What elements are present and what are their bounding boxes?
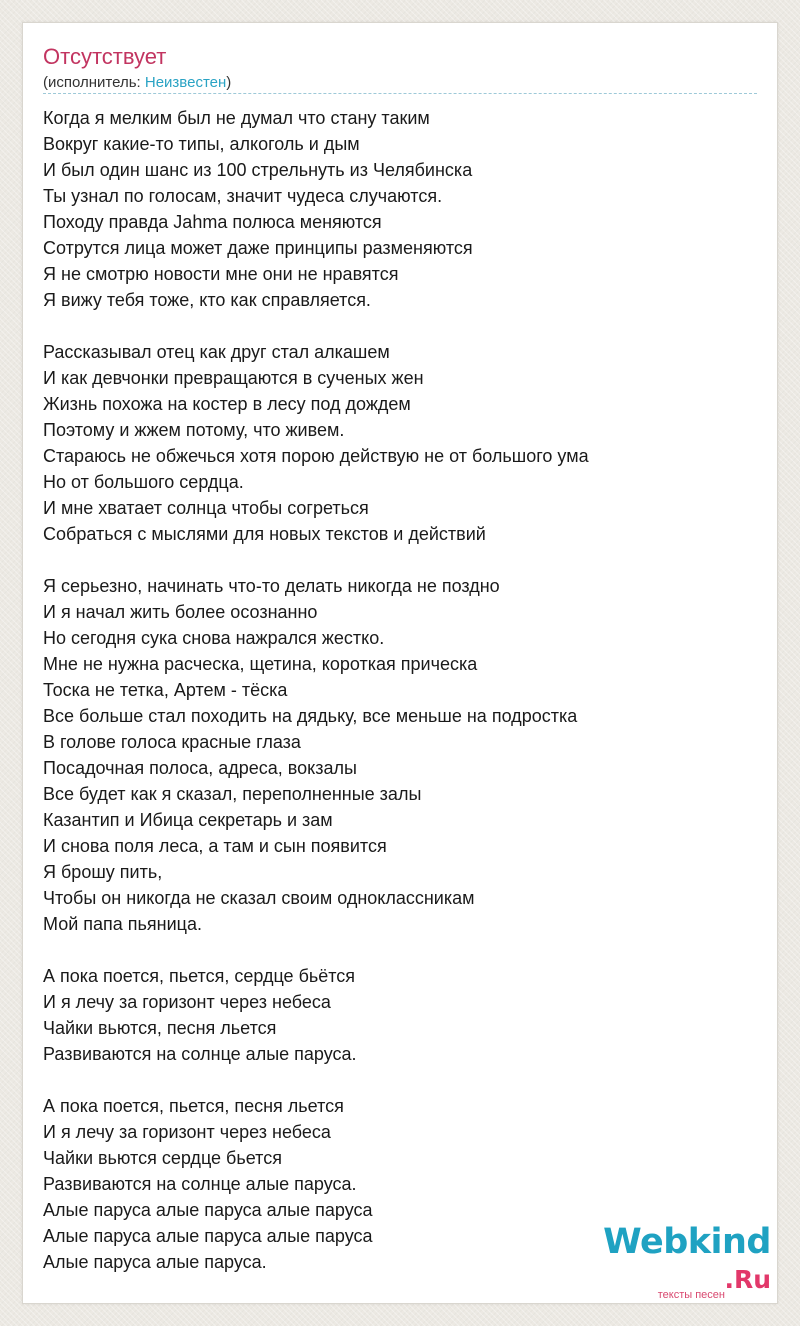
lyrics-card <box>22 22 778 1304</box>
lyrics-line: Я вижу тебя тоже, кто как справляется. <box>43 290 371 310</box>
lyrics-line: Развиваются на солнце алые паруса. <box>43 1044 357 1064</box>
lyrics-line: Собраться с мыслями для новых текстов и действий <box>43 524 486 544</box>
lyrics-line: Но от большого сердца. <box>43 472 244 492</box>
lyrics-line: А пока поется, пьется, песня льется <box>43 1096 344 1116</box>
artist-prefix: (исполнитель: <box>43 74 145 91</box>
lyrics-line: Посадочная полоса, адреса, вокзалы <box>43 758 357 778</box>
lyrics-line: Жизнь похожа на костер в лесу под дождем <box>43 394 411 414</box>
lyrics-line: И я лечу за горизонт через небеса <box>43 992 331 1012</box>
lyrics-line: Алые паруса алые паруса. <box>43 1252 267 1272</box>
lyrics-line: Когда я мелким был не думал что стану таким <box>43 108 430 128</box>
lyrics-line: И снова поля леса, а там и сын появится <box>43 836 387 856</box>
lyrics-line: Все будет как я сказал, переполненные залы <box>43 784 422 804</box>
artist-suffix: ) <box>226 74 232 91</box>
lyrics-line: Чайки вьются, песня льется <box>43 1018 277 1038</box>
lyrics-line: Чайки вьются сердце бьется <box>43 1148 282 1168</box>
title-divider <box>43 93 757 94</box>
lyrics-body <box>43 105 763 1301</box>
lyrics-line: Поэтому и жжем потому, что живем. <box>43 420 345 440</box>
lyrics-line: И я лечу за горизонт через небеса <box>43 1122 331 1142</box>
lyrics-stanza <box>43 339 763 547</box>
lyrics-stanza <box>43 963 763 1067</box>
lyrics-line: А пока поется, пьется, сердце бьётся <box>43 966 356 986</box>
artist-link[interactable]: Неизвестен <box>144 74 227 91</box>
lyrics-line: Но сегодня сука снова нажрался жестко. <box>43 628 385 648</box>
lyrics-line: Вокруг какие-то типы, алкоголь и дым <box>43 134 360 154</box>
lyrics-line: Алые паруса алые паруса алые паруса <box>43 1226 373 1246</box>
lyrics-line: Походу правда Jahma полюса меняются <box>43 212 382 232</box>
lyrics-line: Казантип и Ибица секретарь и зам <box>43 810 333 830</box>
lyrics-line: Развиваются на солнце алые паруса. <box>43 1174 357 1194</box>
lyrics-line: И я начал жить более осознанно <box>43 602 318 622</box>
lyrics-line: И мне хватает солнца чтобы согреться <box>43 498 369 518</box>
webkind-logo[interactable] <box>571 1223 771 1299</box>
lyrics-line: Рассказывал отец как друг стал алкашем <box>43 342 390 362</box>
lyrics-line: Я серьезно, начинать что-то делать никогда не поздно <box>43 576 500 596</box>
logo-tagline: тексты песен <box>657 1289 725 1301</box>
artist-line <box>43 73 231 93</box>
lyrics-line: Стараюсь не обжечься хотя порою действую не от большого ума <box>43 446 589 466</box>
lyrics-line: Мне не нужна расческа, щетина, короткая прическа <box>43 654 478 674</box>
lyrics-line: Все больше стал походить на дядьку, все меньше на подростка <box>43 706 578 726</box>
song-title: Отсутствует <box>43 44 167 69</box>
lyrics-line: Я не смотрю новости мне они не нравятся <box>43 264 399 284</box>
lyrics-stanza <box>43 573 763 937</box>
lyrics-line: И как девчонки превращаются в сученых жен <box>43 368 424 388</box>
lyrics-line: Я брошу пить, <box>43 862 163 882</box>
lyrics-line: Мой папа пьяница. <box>43 914 202 934</box>
lyrics-line: В голове голоса красные глаза <box>43 732 301 752</box>
logo-domain: .Ru <box>724 1265 771 1294</box>
logo-wordmark: Webkind <box>603 1222 771 1262</box>
lyrics-stanza <box>43 105 763 313</box>
lyrics-line: Чтобы он никогда не сказал своим одноклассникам <box>43 888 475 908</box>
lyrics-line: Алые паруса алые паруса алые паруса <box>43 1200 373 1220</box>
lyrics-line: Тоска не тетка, Артем - тёска <box>43 680 288 700</box>
lyrics-line: Сотрутся лица может даже принципы разменяются <box>43 238 473 258</box>
lyrics-line: И был один шанс из 100 стрельнуть из Челябинска <box>43 160 473 180</box>
lyrics-line: Ты узнал по голосам, значит чудеса случаются. <box>43 186 443 206</box>
